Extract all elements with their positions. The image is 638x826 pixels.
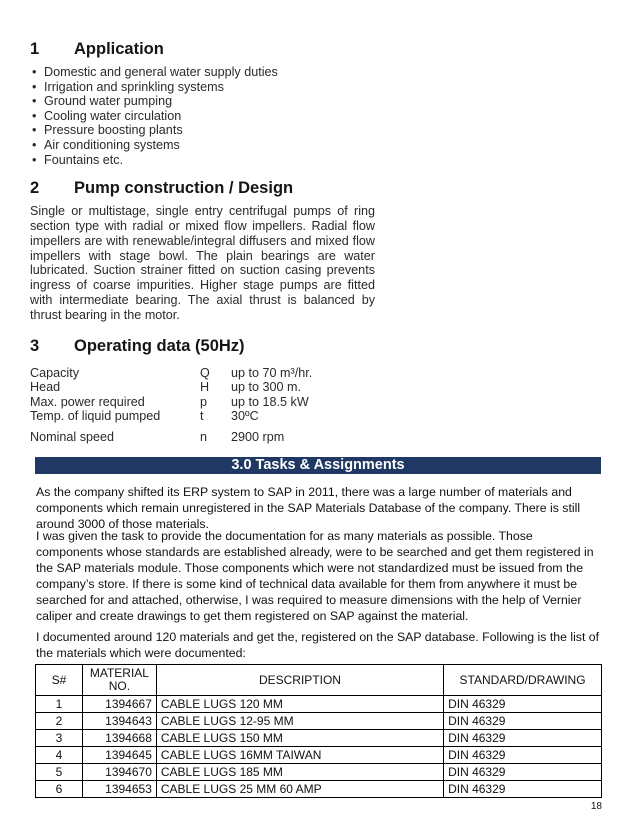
operating-data-row: Temp. of liquid pumped t 30ºC [30,409,259,424]
list-item: • Fountains etc. [30,153,590,168]
table-row: 5 1394670 CABLE LUGS 185 MM DIN 46329 [36,764,602,781]
operating-data-row: Head H up to 300 m. [30,380,302,395]
construction-paragraph: Single or multistage, single entry centrifugal pumps of ring section type with radial or mixed flow impellers. Radial flow impellers are with renewable/integral diffusers and mixed flow impellers with stage bowl. The plain bearings are water lubricated. Suction strainer fitted on suction casing prevents ingress of coarse impurities. Higher stage pumps are fitted with intermediate bearing. The axial thrust is balanced by thrust bearing in the motor. [30,204,375,322]
column-header: MATERIAL NO. [82,665,156,696]
paragraph-documented: I documented around 120 materials and get the, registered on the SAP database. Following is the list of the materials which were documented: [36,630,600,660]
list-item: • Cooling water circulation [30,109,590,124]
column-header: S# [36,665,83,696]
section-heading-operating-data: 3 Operating data (50Hz) [30,336,245,355]
operating-data-list [30,366,590,445]
list-item: • Irrigation and sprinkling systems [30,80,590,95]
operating-data-row: Nominal speed n 2900 rpm [30,429,285,444]
application-list [30,65,590,167]
operating-data-row: Max. power required p up to 18.5 kW [30,394,309,409]
list-item: • Pressure boosting plants [30,123,590,138]
list-item: • Domestic and general water supply duties [30,65,590,80]
operating-data-row: Capacity Q up to 70 m³/hr. [30,365,313,380]
list-item: • Air conditioning systems [30,138,590,153]
table-row: 2 1394643 CABLE LUGS 12-95 MM DIN 46329 [36,713,602,730]
table-row: 4 1394645 CABLE LUGS 16MM TAIWAN DIN 46329 [36,747,602,764]
table-row: 1 1394667 CABLE LUGS 120 MM DIN 46329 [36,696,602,713]
table-row: 3 1394668 CABLE LUGS 150 MM DIN 46329 [36,730,602,747]
page-number: 18 [590,801,602,812]
column-header: DESCRIPTION [156,665,443,696]
column-header: STANDARD/DRAWING [444,665,602,696]
paragraph-task: I was given the task to provide the documentation for as many materials as possible. Those components whose standards are established already, were to be searched and get them registered in the SAP materials module. Those components which were not standardized must be issued from the company’s store. If there is some kind of technical data available for them from anywhere it must be searched for and attached, otherwise, I was required to measure dimensions with the help of Vernier caliper and create drawings to get them registered on SAP against the material. [36,529,594,623]
table-header-row [36,665,602,696]
scanned-datasheet [30,40,590,450]
list-item: • Ground water pumping [30,94,590,109]
section-heading-construction: 2 Pump construction / Design [30,179,294,198]
materials-table [35,664,602,798]
section-banner: 3.0 Tasks & Assignments [35,457,601,474]
table-row: 6 1394653 CABLE LUGS 25 MM 60 AMP DIN 46329 [36,781,602,798]
paragraph-erp-shift: As the company shifted its ERP system to SAP in 2011, there was a large number of materials and components which remain unregistered in the SAP Materials Database of the company. There is still around 3000 of those materials. [36,485,581,531]
section-heading-application: 1 Application [30,40,164,58]
